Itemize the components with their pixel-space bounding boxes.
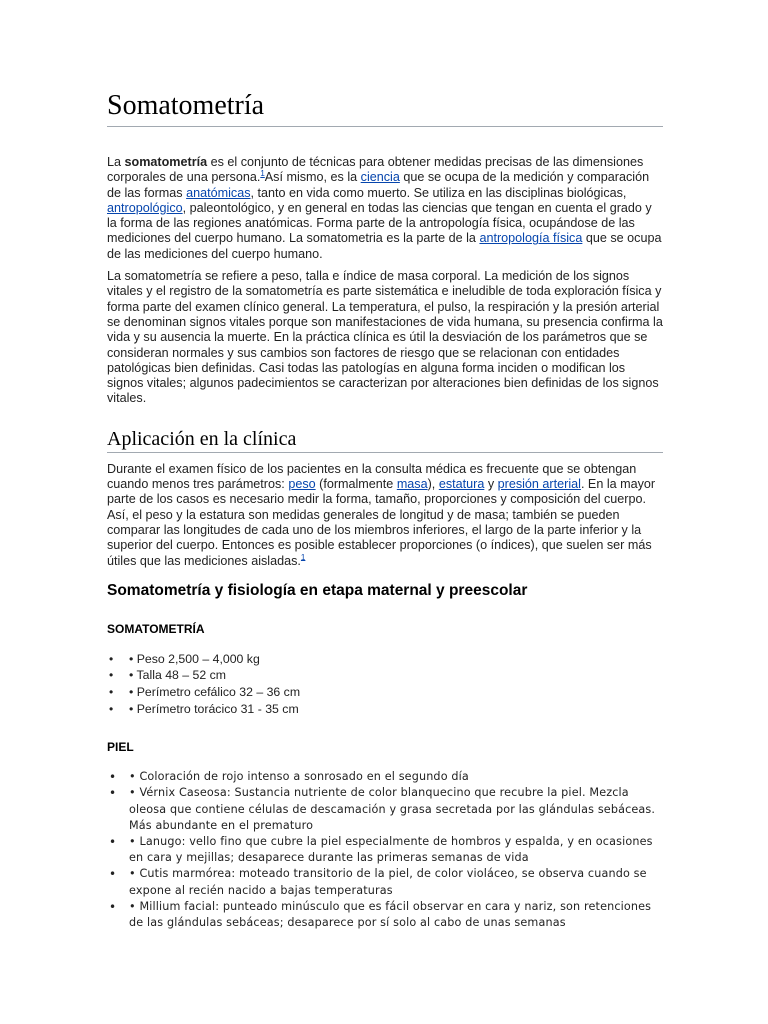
link-ciencia[interactable]: ciencia: [360, 170, 400, 185]
subheading-somatometria: SOMATOMETRÍA: [107, 621, 205, 636]
bullet-icon: •: [109, 651, 114, 666]
list-item-text: • Millium facial: punteado minúsculo que es fácil observar en cara y nariz, son retenciones de las glándulas sebáceas; desaparece por sí solo al cabo de unas semanas: [129, 899, 652, 930]
list-item: [107, 651, 663, 668]
list-item-text: • Perímetro cefálico 32 – 36 cm: [129, 685, 301, 700]
text-run: Así mismo, es la: [264, 170, 361, 185]
list-item: [107, 701, 663, 718]
reference-link[interactable]: 1: [260, 169, 265, 179]
list-item: [107, 834, 663, 866]
bullet-icon: •: [109, 786, 117, 801]
link-antropologia-fisica[interactable]: antropología física: [479, 231, 583, 246]
list-item: [107, 667, 663, 684]
text-run: . En la mayor parte de los casos es necesario medir la forma, tamaño, proporciones y composición del cuerpo. Así, el peso y la estatura son medidas generales de longitud y de masa; también se pueden comparar las longitudes de cada uno de los miembros inferiores, el largo de la parte inferior y la superior del cuerpo. Entonces es posible establecer proporciones (o índices), que suelen ser más útiles que las mediciones aisladas.: [107, 477, 656, 568]
bullet-icon: •: [109, 770, 117, 785]
text-run: , tanto en vida como muerto. Se utiliza en las disciplinas biológicas,: [250, 185, 627, 200]
intro-paragraph-1: [107, 155, 663, 262]
intro-paragraph-2: La somatometría se refiere a peso, talla e índice de masa corporal. La medición de los signos vitales y el registro de la somatometría es parte sistemática e ineludible de toda exploración física y forma parte del examen clínico general. La temperatura, el pulso, la respiración y la presión arterial se denominan signos vitales porque son manifestaciones de vida humana, su presencia confirma la vida y su ausencia la muerte. En la práctica clínica es útil la desviación de los parámetros que se consideran normales y sus cambios son factores de riesgo que se relacionan con entidades patológicas bien definidas. Casi todas las patologías en alguna forma inciden o modifican los signos vitales; algunos padecimientos se caracterizan por alteraciones bien definidas de los signos vitales.: [107, 269, 663, 406]
page-title: Somatometría: [107, 90, 663, 127]
list-item-text: • Cutis marmórea: moteado transitorio de la piel, de color violáceo, se observa cuando se expone al recién nacido a bajas temperaturas: [129, 867, 647, 897]
subheading-piel: PIEL: [107, 740, 134, 755]
text-run: que se ocupa de las mediciones del cuerpo humano.: [107, 231, 662, 261]
link-presion-arterial[interactable]: presión arterial: [497, 477, 581, 492]
bullet-icon: •: [109, 835, 117, 850]
clinica-paragraph: [107, 462, 663, 569]
list-item-text: • Coloración de rojo intenso a sonrosado en el segundo día: [129, 770, 469, 784]
text-run: Durante el examen físico de los pacientes en la consulta médica es frecuente que se obtengan cuando menos tres parámetros:: [107, 461, 637, 492]
section-heading-clinica: Aplicación en la clínica: [107, 427, 663, 453]
list-item: [107, 785, 663, 834]
text-run: que se ocupa de la medición y comparación de las formas: [107, 170, 650, 200]
bullet-icon: •: [109, 899, 117, 914]
term-bold: somatometría: [124, 155, 208, 169]
bullet-icon: •: [109, 685, 114, 700]
link-estatura[interactable]: estatura: [438, 477, 485, 492]
bullet-icon: •: [109, 701, 114, 716]
link-peso[interactable]: peso: [288, 477, 316, 492]
list-item-text: • Peso 2,500 – 4,000 kg: [129, 651, 260, 666]
somatometria-list: [107, 651, 663, 717]
list-item-text: • Lanugo: vello fino que cubre la piel especialmente de hombros y espalda, y en ocasiones en cara y mejillas; desaparece durante las primeras semanas de vida: [129, 835, 653, 865]
text-run: , paleontológico, y en general en todas las ciencias que tengan en cuenta el grado y la forma de las regiones anatómicas. Forma parte de la antropología física, ocupándose de las mediciones del cuerpo humano. La somatometria es la parte de la: [107, 200, 652, 246]
bullet-icon: •: [109, 867, 117, 882]
text-run: ),: [427, 477, 439, 492]
text-run: La: [107, 155, 125, 169]
link-antropologico[interactable]: antropológico: [107, 200, 183, 215]
list-item: [107, 684, 663, 701]
text-run: (formalmente: [315, 477, 397, 492]
reference-link[interactable]: 1: [300, 552, 306, 562]
reference-marker: [301, 552, 305, 561]
list-item-text: • Perímetro torácico 31 - 35 cm: [129, 701, 299, 716]
text-run: y: [484, 477, 498, 492]
list-item: [107, 769, 663, 785]
link-masa[interactable]: masa: [396, 477, 428, 492]
article-content: [107, 90, 663, 931]
list-item-text: • Vérnix Caseosa: Sustancia nutriente de color blanquecino que recubre la piel. Mezcla oleosa que contiene células de descamación y grasa secretada por las glándulas sebáceas. Más abundante en el prematuro: [129, 786, 656, 832]
list-item-text: • Talla 48 – 52 cm: [129, 668, 227, 683]
piel-list: [107, 769, 663, 931]
list-item: [107, 899, 663, 931]
list-item: [107, 866, 663, 898]
text-run: es el conjunto de técnicas para obtener medidas precisas de las dimensiones corporales de una persona.: [107, 155, 644, 185]
link-anatomicas[interactable]: anatómicas: [186, 185, 251, 200]
bullet-icon: •: [109, 668, 114, 683]
section-heading-maternal: Somatometría y fisiología en etapa maternal y preescolar: [107, 581, 528, 599]
